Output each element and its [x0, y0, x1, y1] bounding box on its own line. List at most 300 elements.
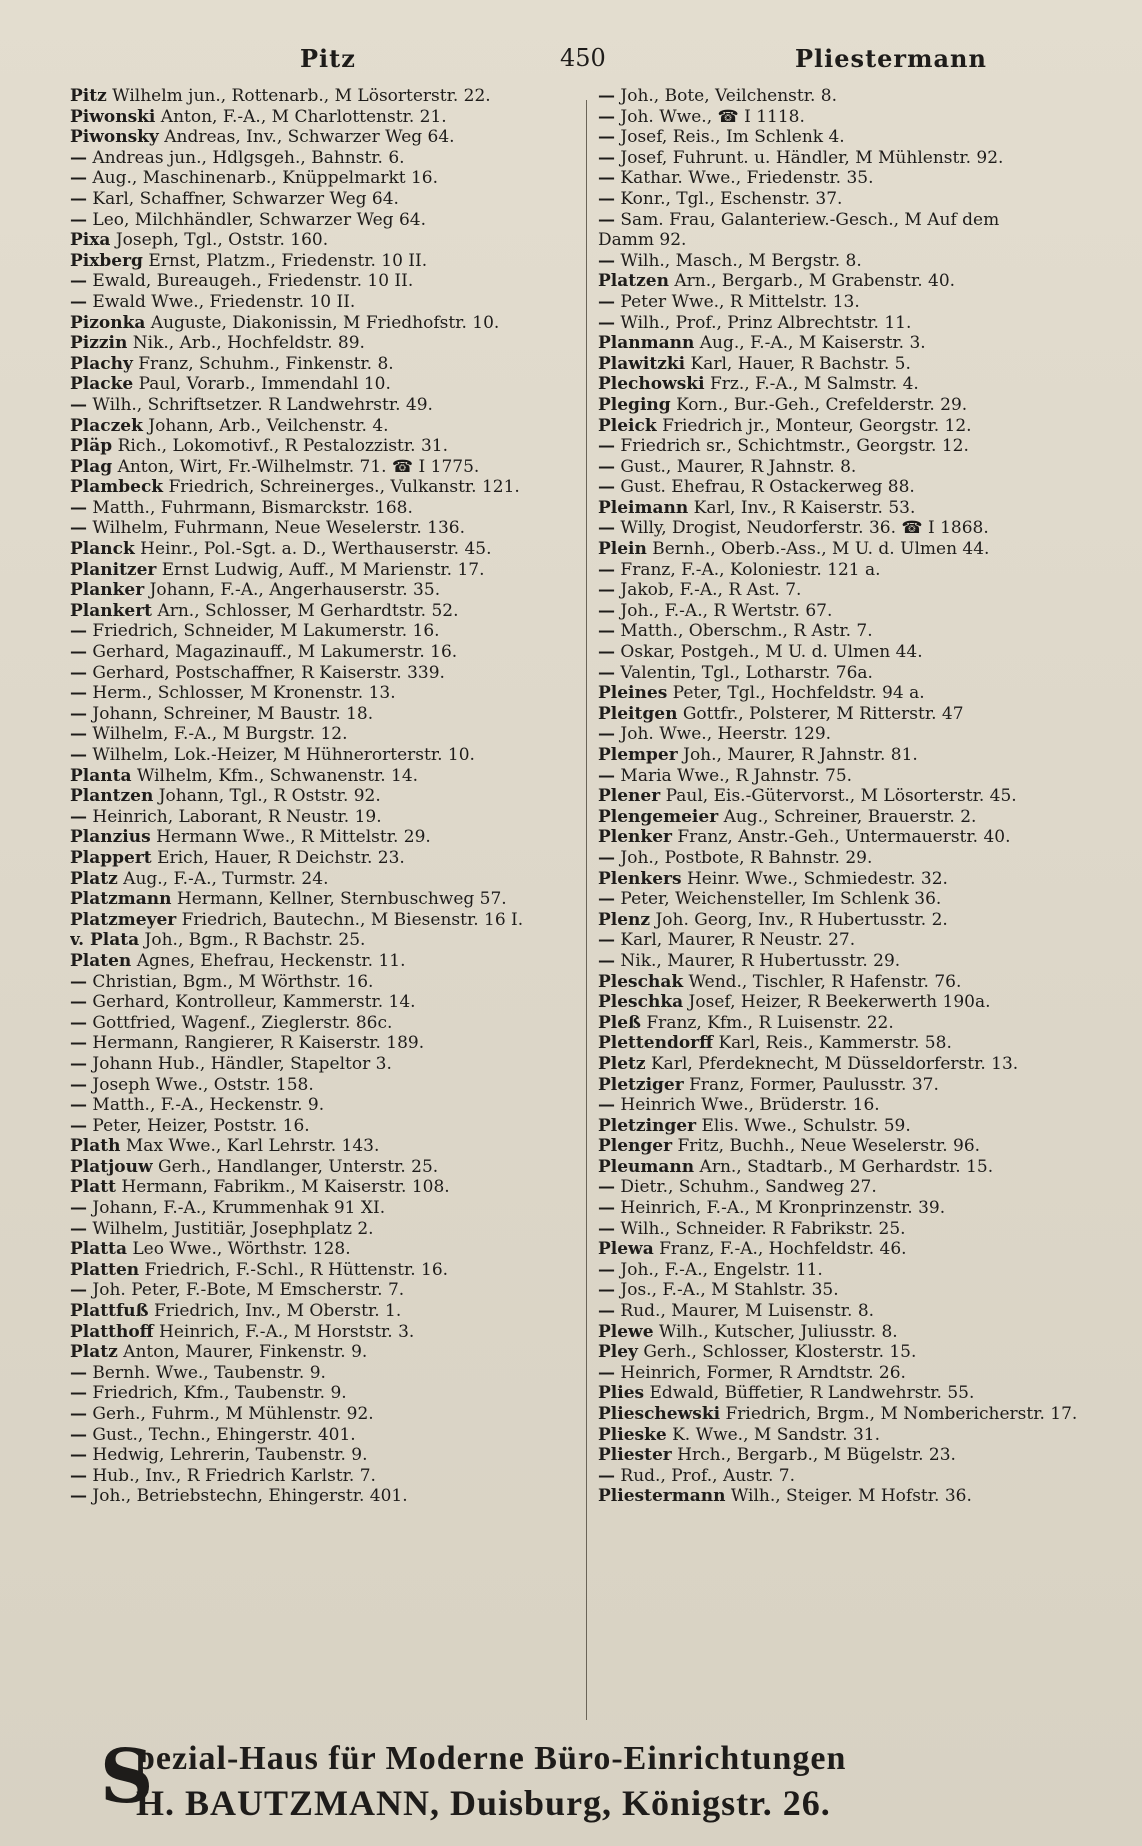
entry-details: Herm., Schlosser, M Kronenstr. 13. [92, 683, 396, 704]
entry-details: Franz, F.-A., Hochfeldstr. 46. [659, 1239, 907, 1260]
entry-details: Konr., Tgl., Eschenstr. 37. [620, 188, 843, 209]
entry-details: Franz, Kfm., R Luisenstr. 22. [646, 1012, 894, 1033]
directory-entry [70, 251, 582, 272]
entry-surname: — [70, 1033, 87, 1054]
entry-details: Gerh., Fuhrm., M Mühlenstr. 92. [92, 1404, 374, 1424]
entry-details: Josef, Reis., Im Schlenk 4. [620, 127, 845, 148]
entry-surname: — [70, 703, 87, 724]
entry-details: Karl, Schaffner, Schwarzer Weg 64. [92, 188, 399, 209]
directory-entry [70, 210, 582, 231]
entry-surname: — [598, 950, 615, 971]
entry-details: Gerh., Handlanger, Unterstr. 25. [158, 1156, 439, 1177]
directory-entry [70, 827, 582, 848]
advertisement-banner [100, 1734, 1060, 1824]
entry-details: Bernh., Oberb.-Ass., M U. d. Ulmen 44. [652, 539, 990, 560]
entry-surname: — [70, 209, 87, 230]
entry-details: Arn., Bergarb., M Grabenstr. 40. [674, 271, 956, 292]
entry-details: Franz, F.-A., Koloniestr. 121 a. [620, 559, 881, 580]
directory-entry [598, 848, 1118, 869]
entry-details: Andreas jun., Hdlgsgeh., Bahnstr. 6. [92, 147, 405, 168]
directory-entry [598, 1157, 1118, 1178]
directory-entry [598, 1198, 1118, 1219]
entry-surname: Plewa [598, 1239, 654, 1260]
entry-surname: — [598, 188, 615, 209]
entry-details: Matth., Oberschm., R Astr. 7. [620, 621, 873, 642]
entry-details: Friedrich, Inv., M Oberstr. 1. [153, 1301, 402, 1322]
entry-details: Wilh., Schriftsetzer. R Landwehrstr. 49. [92, 394, 433, 415]
entry-details: Bernh. Wwe., Taubenstr. 9. [92, 1362, 326, 1383]
directory-entry [70, 1177, 582, 1198]
entry-details: Sam. Frau, Galanteriew.-Gesch., M Auf dem [620, 209, 1000, 230]
entry-details: Wilhelm, Kfm., Schwanenstr. 14. [136, 765, 419, 786]
entry-details: Franz, Anstr.-Geh., Untermauerstr. 40. [677, 827, 1011, 848]
directory-entry [598, 498, 1118, 519]
entry-details: Wilh., Masch., M Bergstr. 8. [620, 250, 862, 271]
directory-entry [598, 1260, 1118, 1281]
directory-entry [598, 889, 1118, 910]
directory-entry [598, 1239, 1118, 1260]
entry-surname: — [70, 1280, 87, 1301]
entry-surname: — [70, 291, 87, 312]
directory-entry [598, 416, 1118, 437]
directory-entry [70, 683, 582, 704]
advertisement-line-2: H. BAUTZMANN, Duisburg, Königstr. 26. [136, 1783, 831, 1823]
entry-details: Aug., F.-A., M Kaiserstr. 3. [699, 333, 926, 354]
entry-details: Johann, Schreiner, M Baustr. 18. [92, 703, 374, 724]
entry-surname: Planzius [70, 827, 151, 848]
directory-entry [70, 416, 582, 437]
directory-entry [70, 766, 582, 787]
entry-surname: — [598, 642, 615, 663]
entry-surname: — [598, 477, 615, 498]
directory-entry [598, 374, 1118, 395]
directory-entry [598, 271, 1118, 292]
entry-details: Leo, Milchhändler, Schwarzer Weg 64. [92, 209, 426, 230]
entry-surname: — [598, 518, 615, 539]
entry-surname: — [70, 147, 87, 168]
entry-surname: — [70, 271, 87, 292]
entry-surname: Platzen [598, 271, 669, 292]
directory-entry [598, 168, 1118, 189]
entry-details: Ewald, Bureaugeh., Friedenstr. 10 II. [92, 271, 414, 292]
entry-surname: — [70, 1218, 87, 1239]
entry-surname: Pley [598, 1342, 638, 1363]
directory-entry [70, 1322, 582, 1343]
directory-entry [598, 766, 1118, 787]
entry-surname: — [70, 1465, 87, 1486]
entry-surname: — [598, 621, 615, 642]
directory-entry [598, 621, 1118, 642]
entry-details: Joh., F.-A., Engelstr. 11. [620, 1259, 823, 1280]
directory-entry [598, 1136, 1118, 1157]
directory-entry [598, 333, 1118, 354]
directory-entry [598, 518, 1118, 539]
entry-surname: — [598, 250, 615, 271]
entry-surname: — [70, 394, 87, 415]
directory-entry [70, 86, 582, 107]
entry-details: Friedrich, Schneider, M Lakumerstr. 16. [92, 621, 440, 642]
entry-details: Joseph, Tgl., Oststr. 160. [115, 230, 329, 251]
entry-surname: Platz [70, 868, 118, 889]
directory-entry [598, 1054, 1118, 1075]
entry-surname: — [598, 847, 615, 868]
directory-entry [598, 745, 1118, 766]
entry-details: Aug., Maschinenarb., Knüppelmarkt 16. [92, 168, 439, 189]
entry-details: Josef, Heizer, R Beekerwerth 190a. [688, 992, 991, 1013]
entry-surname: Pixberg [70, 250, 143, 271]
directory-entry [70, 189, 582, 210]
entry-details: Gerhard, Magazinauff., M Lakumerstr. 16. [92, 642, 458, 663]
entry-details: Wilhelm, Fuhrmann, Neue Weselerstr. 136. [92, 518, 465, 539]
entry-surname: — [598, 1280, 615, 1301]
directory-entry [598, 1075, 1118, 1096]
entry-details: Gust., Maurer, R Jahnstr. 8. [620, 456, 857, 477]
entry-details: Christian, Bgm., M Wörthstr. 16. [92, 971, 374, 992]
directory-entry [70, 374, 582, 395]
directory-entry [70, 1425, 582, 1446]
directory-entry [70, 518, 582, 539]
entry-details: Karl, Inv., R Kaiserstr. 53. [693, 497, 916, 518]
entry-surname: — [70, 1362, 87, 1383]
directory-entry [598, 910, 1118, 931]
directory-entry [598, 1342, 1118, 1363]
advertisement-initial: S [100, 1734, 154, 1820]
page-header [0, 44, 1142, 84]
directory-entry [70, 477, 582, 498]
entry-details: Rud., Prof., Austr. 7. [620, 1465, 796, 1486]
directory-entry [70, 1486, 582, 1507]
directory-entry [70, 230, 582, 251]
entry-surname: — [598, 724, 615, 745]
entry-details: Hedwig, Lehrerin, Taubenstr. 9. [92, 1445, 368, 1466]
entry-surname: Platz [70, 1342, 118, 1363]
entry-surname: — [598, 559, 615, 580]
entry-details: Friedrich, Brgm., M Nombericherstr. 17. [725, 1404, 1078, 1424]
directory-entry [598, 951, 1118, 972]
entry-surname: — [70, 168, 87, 189]
entry-details: Josef, Fuhrunt. u. Händler, M Mühlenstr. 92. [620, 147, 1004, 168]
entry-surname: — [598, 580, 615, 601]
directory-entry [70, 436, 582, 457]
entry-details: Peter, Tgl., Hochfeldstr. 94 a. [672, 683, 925, 704]
entry-surname: — [598, 456, 615, 477]
directory-entry [70, 1239, 582, 1260]
directory-entry [70, 333, 582, 354]
entry-details: Aug., F.-A., Turmstr. 24. [123, 868, 329, 889]
entry-surname: Planmann [598, 333, 695, 354]
entry-surname: Pleimann [598, 497, 689, 518]
entry-surname: Pliester [598, 1445, 672, 1466]
directory-entry [598, 1095, 1118, 1116]
entry-surname: Pleging [598, 394, 671, 415]
directory-entry [598, 1033, 1118, 1054]
entry-details: Damm 92. [598, 230, 687, 251]
entry-surname: — [70, 1383, 87, 1404]
page-number: 450 [560, 44, 606, 72]
entry-details: Franz, Schuhm., Finkenstr. 8. [138, 353, 394, 374]
directory-entry [70, 560, 582, 581]
entry-surname: Placzek [70, 415, 143, 436]
entry-details: Aug., Schreiner, Brauerstr. 2. [723, 806, 977, 827]
entry-details: Anton, Wirt, Fr.-Wilhelmstr. 71. ☎ I 1775. [117, 456, 480, 477]
entry-surname: Pizonka [70, 312, 146, 333]
entry-details: Karl, Maurer, R Neustr. 27. [620, 930, 856, 951]
directory-entry [70, 1136, 582, 1157]
entry-details: Wilh., Steiger. M Hofstr. 36. [730, 1486, 972, 1507]
entry-surname: — [70, 1445, 87, 1466]
entry-surname: Plemper [598, 745, 678, 765]
entry-surname: — [598, 1259, 615, 1280]
entry-details: Paul, Eis.-Gütervorst., M Lösorterstr. 45. [665, 786, 1017, 807]
entry-details: Karl, Hauer, R Bachstr. 5. [690, 353, 911, 374]
directory-entry [598, 1219, 1118, 1240]
entry-surname: — [70, 724, 87, 745]
entry-surname: Pliestermann [598, 1486, 726, 1507]
directory-entry [70, 271, 582, 292]
entry-surname: — [598, 1301, 615, 1322]
entry-surname: — [598, 209, 615, 230]
entry-details: Rud., Maurer, M Luisenstr. 8. [620, 1301, 875, 1322]
entry-details: Joh. Georg, Inv., R Hubertusstr. 2. [655, 909, 948, 930]
entry-surname: Platzmann [70, 889, 172, 910]
entry-surname: Plieske [598, 1424, 667, 1445]
directory-entry [598, 230, 1118, 251]
directory-entry [598, 663, 1118, 684]
entry-surname: — [70, 497, 87, 518]
directory-entry [598, 642, 1118, 663]
entry-surname: — [70, 1053, 87, 1074]
entry-details: Johann, F.-A., Krummenhak 91 XI. [92, 1198, 386, 1219]
entry-surname: Platzmeyer [70, 909, 177, 930]
entry-details: Gust. Ehefrau, R Ostackerweg 88. [620, 477, 915, 498]
entry-surname: Pixa [70, 230, 111, 251]
directory-entry [598, 827, 1118, 848]
entry-surname: Platen [70, 950, 132, 971]
entry-surname: Plenger [598, 1136, 673, 1157]
entry-surname: Pleumann [598, 1156, 695, 1177]
column-divider [586, 100, 587, 1720]
directory-entry [598, 869, 1118, 890]
entry-surname: Piwonski [70, 106, 156, 127]
entry-surname: — [598, 86, 615, 106]
directory-entry [70, 1198, 582, 1219]
directory-entry [70, 786, 582, 807]
entry-surname: Pleschak [598, 971, 684, 992]
entry-details: Jos., F.-A., M Stahlstr. 35. [620, 1280, 839, 1301]
entry-details: Fritz, Buchh., Neue Weselerstr. 96. [677, 1136, 981, 1157]
entry-details: Hermann Wwe., R Mittelstr. 29. [156, 827, 431, 848]
entry-details: Wilhelm jun., Rottenarb., M Lösorterstr. 22. [112, 86, 491, 106]
entry-details: Joseph Wwe., Oststr. 158. [92, 1074, 314, 1095]
directory-entry [598, 436, 1118, 457]
directory-entry [70, 107, 582, 128]
entry-details: Arn., Stadtarb., M Gerhardstr. 15. [699, 1156, 994, 1177]
entry-details: Friedrich jr., Monteur, Georgstr. 12. [662, 415, 972, 436]
entry-surname: — [70, 683, 87, 704]
entry-details: Johann, Arb., Veilchenstr. 4. [148, 415, 389, 436]
entry-details: Wilh., Schneider. R Fabrikstr. 25. [620, 1218, 906, 1239]
entry-surname: Plechowski [598, 374, 705, 395]
directory-entry [70, 1033, 582, 1054]
directory-entry [70, 1095, 582, 1116]
entry-surname: Piwonsky [70, 127, 159, 148]
directory-entry [70, 1219, 582, 1240]
entry-details: Willy, Drogist, Neudorferstr. 36. ☎ I 1868. [620, 518, 989, 539]
directory-entry [598, 1363, 1118, 1384]
directory-entry [598, 683, 1118, 704]
entry-surname: Plieschewski [598, 1404, 721, 1424]
entry-surname: Platten [70, 1259, 140, 1280]
entry-surname: — [598, 147, 615, 168]
entry-details: Auguste, Diakonissin, M Friedhofstr. 10. [150, 312, 500, 333]
entry-details: Gerhard, Postschaffner, R Kaiserstr. 339. [92, 662, 445, 683]
directory-entry [70, 1363, 582, 1384]
entry-details: Valentin, Tgl., Lotharstr. 76a. [620, 662, 873, 683]
directory-entry [70, 1260, 582, 1281]
entry-details: Leo Wwe., Wörthstr. 128. [132, 1239, 351, 1260]
entry-details: Korn., Bur.-Geh., Crefelderstr. 29. [676, 394, 968, 415]
entry-surname: — [598, 168, 615, 189]
entry-surname: Pleschka [598, 992, 684, 1013]
header-last-entry: Pliestermann [795, 44, 987, 73]
directory-entry [70, 930, 582, 951]
entry-details: Anton, Maurer, Finkenstr. 9. [123, 1342, 368, 1363]
directory-entry [598, 1466, 1118, 1487]
entry-details: Ernst, Platzm., Friedenstr. 10 II. [148, 250, 428, 271]
directory-entry [598, 1280, 1118, 1301]
directory-entry [598, 1445, 1118, 1466]
entry-surname: Planta [70, 765, 132, 786]
entry-surname: — [70, 992, 87, 1013]
entry-surname: — [70, 745, 87, 765]
entry-surname: Plambeck [70, 477, 164, 498]
entry-surname: Pletzinger [598, 1115, 697, 1136]
directory-entry [70, 1280, 582, 1301]
directory-entry [70, 642, 582, 663]
directory-entry [598, 354, 1118, 375]
entry-surname: — [598, 889, 615, 910]
directory-entry [598, 457, 1118, 478]
directory-entry [598, 1177, 1118, 1198]
directory-entry [598, 148, 1118, 169]
entry-surname: — [70, 971, 87, 992]
entry-details: Karl, Pferdeknecht, M Düsseldorferstr. 13. [650, 1053, 1019, 1074]
directory-entry [70, 168, 582, 189]
directory-entry [70, 1342, 582, 1363]
directory-entry [70, 1466, 582, 1487]
entry-details: Joh., Postbote, R Bahnstr. 29. [620, 847, 873, 868]
entry-details: Hermann, Rangierer, R Kaiserstr. 189. [92, 1033, 425, 1054]
directory-entry [70, 457, 582, 478]
entry-details: Joh., Bote, Veilchenstr. 8. [620, 86, 838, 106]
entry-details: Johann Hub., Händler, Stapeltor 3. [92, 1053, 392, 1074]
entry-surname: Pletz [598, 1053, 646, 1074]
directory-entry [70, 621, 582, 642]
entry-surname: — [598, 291, 615, 312]
entry-surname: — [70, 662, 87, 683]
entry-details: Wend., Tischler, R Hafenstr. 76. [688, 971, 962, 992]
directory-entry [598, 786, 1118, 807]
directory-entry [70, 292, 582, 313]
header-first-entry: Pitz [300, 44, 356, 73]
entry-details: Anton, F.-A., M Charlottenstr. 21. [160, 106, 447, 127]
entry-details: Max Wwe., Karl Lehrstr. 143. [125, 1136, 380, 1157]
entry-surname: Plenkers [598, 868, 682, 889]
entry-surname: — [598, 127, 615, 148]
entry-details: Wilh., Prof., Prinz Albrechtstr. 11. [620, 312, 912, 333]
entry-details: Joh. Wwe., ☎ I 1118. [620, 106, 805, 127]
entry-surname: Plewe [598, 1321, 654, 1342]
entry-details: Agnes, Ehefrau, Heckenstr. 11. [136, 950, 406, 971]
directory-entry [70, 1445, 582, 1466]
entry-surname: — [598, 436, 615, 457]
entry-details: Arn., Schlosser, M Gerhardtstr. 52. [157, 600, 459, 621]
entry-surname: — [70, 518, 87, 539]
entry-surname: Plenz [598, 909, 651, 930]
entry-surname: Plengemeier [598, 806, 719, 827]
directory-entry [598, 86, 1118, 107]
directory-entry [70, 313, 582, 334]
entry-surname: — [70, 1095, 87, 1116]
entry-details: Gust., Techn., Ehingerstr. 401. [92, 1424, 356, 1445]
right-column [598, 86, 1118, 1726]
entry-details: Heinrich, Laborant, R Neustr. 19. [92, 806, 382, 827]
entry-surname: Plankert [70, 600, 153, 621]
entry-surname: — [70, 1012, 87, 1033]
directory-entry [70, 580, 582, 601]
directory-entry [70, 848, 582, 869]
entry-surname: Plawitzki [598, 353, 686, 374]
entry-surname: Planitzer [70, 559, 157, 580]
entry-surname: Plener [598, 786, 661, 807]
entry-details: Friedrich, F.-Schl., R Hüttenstr. 16. [144, 1259, 449, 1280]
directory-entry [70, 992, 582, 1013]
entry-surname: Platta [70, 1239, 127, 1260]
entry-details: Frz., F.-A., M Salmstr. 4. [709, 374, 919, 395]
entry-details: Hermann, Kellner, Sternbuschweg 57. [176, 889, 507, 910]
directory-entry [598, 704, 1118, 725]
directory-entry [598, 807, 1118, 828]
entry-surname: Plein [598, 539, 647, 560]
entry-details: Hrch., Bergarb., M Bügelstr. 23. [677, 1445, 956, 1466]
entry-surname: — [598, 1362, 615, 1383]
entry-surname: Planck [70, 539, 135, 560]
entry-details: Nik., Maurer, R Hubertusstr. 29. [620, 950, 901, 971]
entry-details: Hub., Inv., R Friedrich Karlstr. 7. [92, 1465, 376, 1486]
directory-entry [598, 930, 1118, 951]
entry-details: Dietr., Schuhm., Sandweg 27. [620, 1177, 877, 1198]
entry-details: Johann, Tgl., R Oststr. 92. [158, 786, 381, 807]
directory-entry [70, 951, 582, 972]
entry-surname: Pleitgen [598, 703, 678, 724]
directory-entry [598, 1322, 1118, 1343]
entry-details: Maria Wwe., R Jahnstr. 75. [620, 765, 853, 786]
entry-surname: — [598, 662, 615, 683]
entry-details: Joh., Maurer, R Jahnstr. 81. [683, 745, 918, 765]
directory-entry [70, 889, 582, 910]
entry-details: K. Wwe., M Sandstr. 31. [672, 1424, 880, 1445]
entry-details: Friedrich sr., Schichtmstr., Georgstr. 12. [620, 436, 969, 457]
directory-entry [598, 251, 1118, 272]
entry-surname: — [598, 1177, 615, 1198]
directory-entry [598, 107, 1118, 128]
advertisement-line-1: pezial-Haus für Moderne Büro-Einrichtungen [136, 1740, 847, 1777]
entry-surname: — [598, 106, 615, 127]
entry-details: Heinrich Wwe., Brüderstr. 16. [620, 1095, 880, 1116]
directory-entry [598, 127, 1118, 148]
entry-surname: Plag [70, 456, 113, 477]
entry-details: Matth., Fuhrmann, Bismarckstr. 168. [92, 497, 413, 518]
